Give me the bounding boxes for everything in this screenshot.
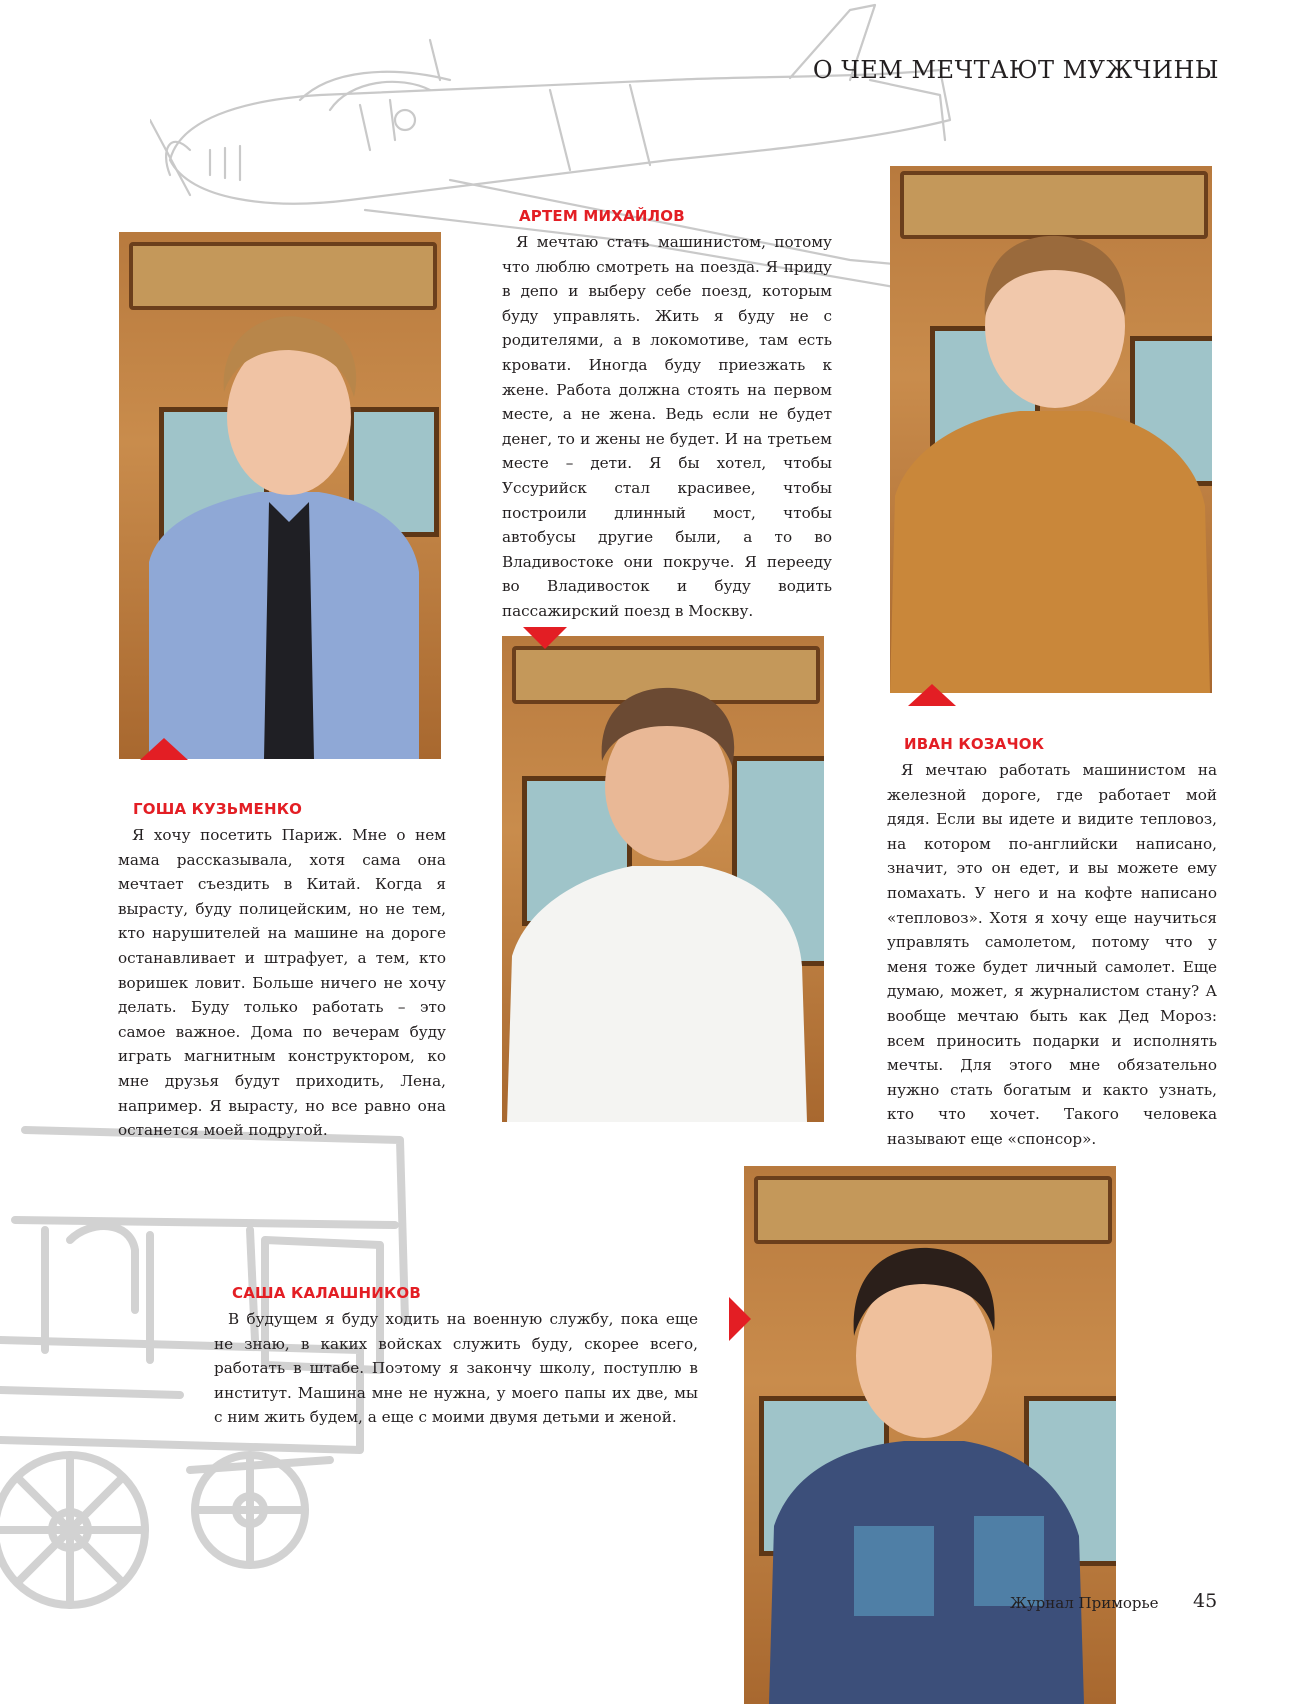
name-gosha: ГОША КУЗЬМЕНКО [133,800,303,818]
text-artem: Я мечтаю стать машинистом, потому что люблю смотреть на поезда. Я приду в депо и выберу себе поезд, которым буду управлять. Жить я буду не с родителями, а в локомотиве, там есть кровати. Иногда буду приезжать к жене. Работа должна стоять на первом месте, а не жена. Ведь если не будет денег, то и жены не будет. И на третьем месте – дети. Я бы хотел, чтобы Уссурийск стал красивее, чтобы построили длинный мост, чтобы автобусы другие были, а то во Владивостоке они покруче. Я перееду во Владивосток и буду водить пассажирский поезд в Москву. [502,233,832,620]
text-sasha: В будущем я буду ходить на военную службу, пока еще не знаю, в каких войсках служить буду, скорее всего, работать в штабе. Поэтому я закончу школу, поступлю в институт. Машина мне не нужна, у моего папы их две, мы с ним жить будем, а еще с моими двумя детьми и женой. [214,1310,698,1427]
footer-brand: Журнал Приморье [1010,1594,1159,1612]
photo-sasha [744,1166,1116,1704]
photo-gosha [119,232,441,759]
red-triangle-marker [140,738,188,760]
text-ivan: Я мечтаю работать машинистом на железной дороге, где работает мой дядя. Если вы идете и видите тепловоз, на котором по-английски написано, значит, это он едет, и вы можете ему помахать. У него и на кофте написано «тепловоз». Хотя я хочу еще научиться управлять самолетом, потому что у меня тоже будет личный самолет. Еще думаю, может, я журналистом стану? А вообще мечтаю быть как Дед Мороз: всем приносить подарки и исполнять мечты. Для этого мне обязательно нужно стать богатым и както узнать, кто что хочет. Такого человека называют еще «спонсор». [887,761,1217,1148]
boy-portrait-ivan [890,166,1212,693]
boy-portrait-artem [502,636,824,1122]
red-triangle-marker [729,1297,751,1341]
page-number: 45 [1193,1590,1218,1612]
boy-portrait-sasha [744,1166,1116,1704]
name-sasha: САША КАЛАШНИКОВ [232,1284,421,1302]
red-triangle-marker [908,684,956,706]
name-ivan: ИВАН КОЗАЧОК [904,735,1045,753]
name-artem: АРТЕМ МИХАЙЛОВ [519,207,685,225]
section-header: О ЧЕМ МЕЧТАЮТ МУЖЧИНЫ [812,56,1219,84]
photo-ivan [890,166,1212,693]
photo-artem [502,636,824,1122]
text-gosha: Я хочу посетить Париж. Мне о нем мама рассказывала, хотя сама она мечтает съездить в Китай. Когда я вырасту, буду полицейским, но не тем, кто нарушителей на машине на дороге останавливает и штрафует, а тем, кто воришек ловит. Больше ничего не хочу делать. Буду только работать – это самое важное. Дома по вечерам буду играть магнитным конструктором, ко мне друзья будут приходить, Лена, например. Я вырасту, но все равно она останется моей подругой. [118,826,446,1140]
boy-portrait-gosha [119,232,441,759]
red-triangle-marker [523,627,567,649]
